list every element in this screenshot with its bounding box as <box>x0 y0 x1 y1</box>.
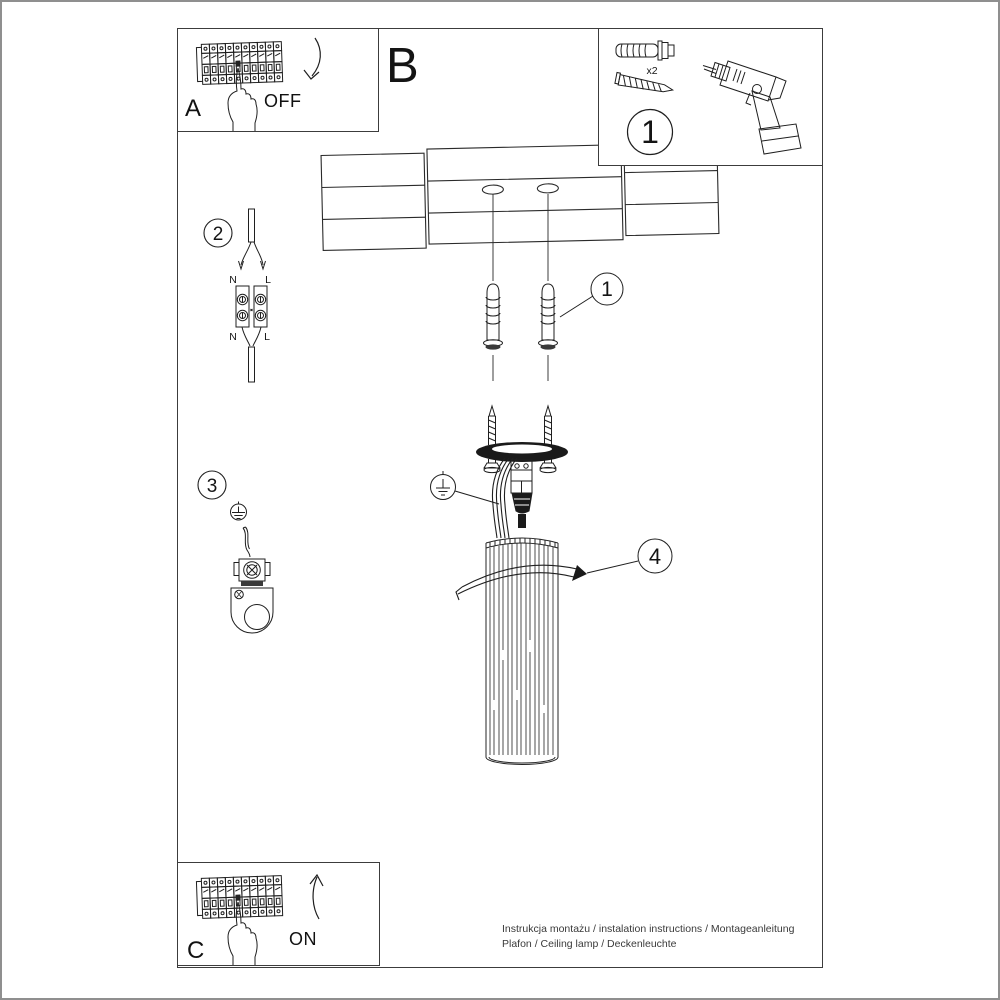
hardware-kit-panel <box>598 28 823 166</box>
section-a-panel <box>177 28 379 132</box>
circuit-breaker-hand-icon <box>196 42 282 131</box>
section-b-label: B <box>386 39 419 93</box>
footer-line-2: Plafon / Ceiling lamp / Deckenleuchte <box>502 938 677 950</box>
wall-anchor-icon <box>484 284 503 350</box>
section-a-letter: A <box>185 95 202 122</box>
label-live-bottom: L <box>264 331 270 343</box>
mounting-bracket-icon <box>476 442 568 462</box>
screw-icon <box>484 406 500 473</box>
label-live-top: L <box>265 274 271 286</box>
terminal-block-icon <box>236 209 267 382</box>
wall-plug-icon <box>616 41 674 60</box>
ground-symbol-icon <box>431 471 500 504</box>
earth-clamp-icon <box>231 502 274 634</box>
arrow-up-icon <box>310 875 323 919</box>
wall-anchor-icon <box>539 284 558 350</box>
rotate-arrow-icon <box>456 565 587 600</box>
power-on-label: ON <box>289 929 317 949</box>
section-c-panel <box>177 862 380 966</box>
label-neutral-bottom: N <box>229 331 237 343</box>
main-assembly-drawing <box>177 28 823 968</box>
kit-step-number: 1 <box>641 114 659 150</box>
step-earth-number: 3 <box>206 476 218 497</box>
alignment-leader-lines <box>493 194 548 381</box>
step-wiring-number: 2 <box>212 224 224 245</box>
label-neutral-top: N <box>229 274 237 286</box>
callout-anchors <box>560 273 623 317</box>
callout-anchors-number: 1 <box>601 278 613 301</box>
drill-icon <box>703 61 801 154</box>
screw-icon <box>540 406 556 473</box>
section-c-letter: C <box>187 937 205 964</box>
circuit-breaker-hand-icon <box>196 876 282 965</box>
power-off-label: OFF <box>264 91 302 111</box>
anchor-qty-label: x2 <box>646 65 658 77</box>
footer-line-1: Instrukcja montażu / instalation instructions / Montageanleitung <box>502 923 795 935</box>
callout-shade-number: 4 <box>648 544 662 569</box>
arrow-down-icon <box>304 38 320 79</box>
screw-icon <box>615 73 674 96</box>
footer-caption <box>502 922 794 952</box>
terminal-connector-icon <box>511 460 532 528</box>
